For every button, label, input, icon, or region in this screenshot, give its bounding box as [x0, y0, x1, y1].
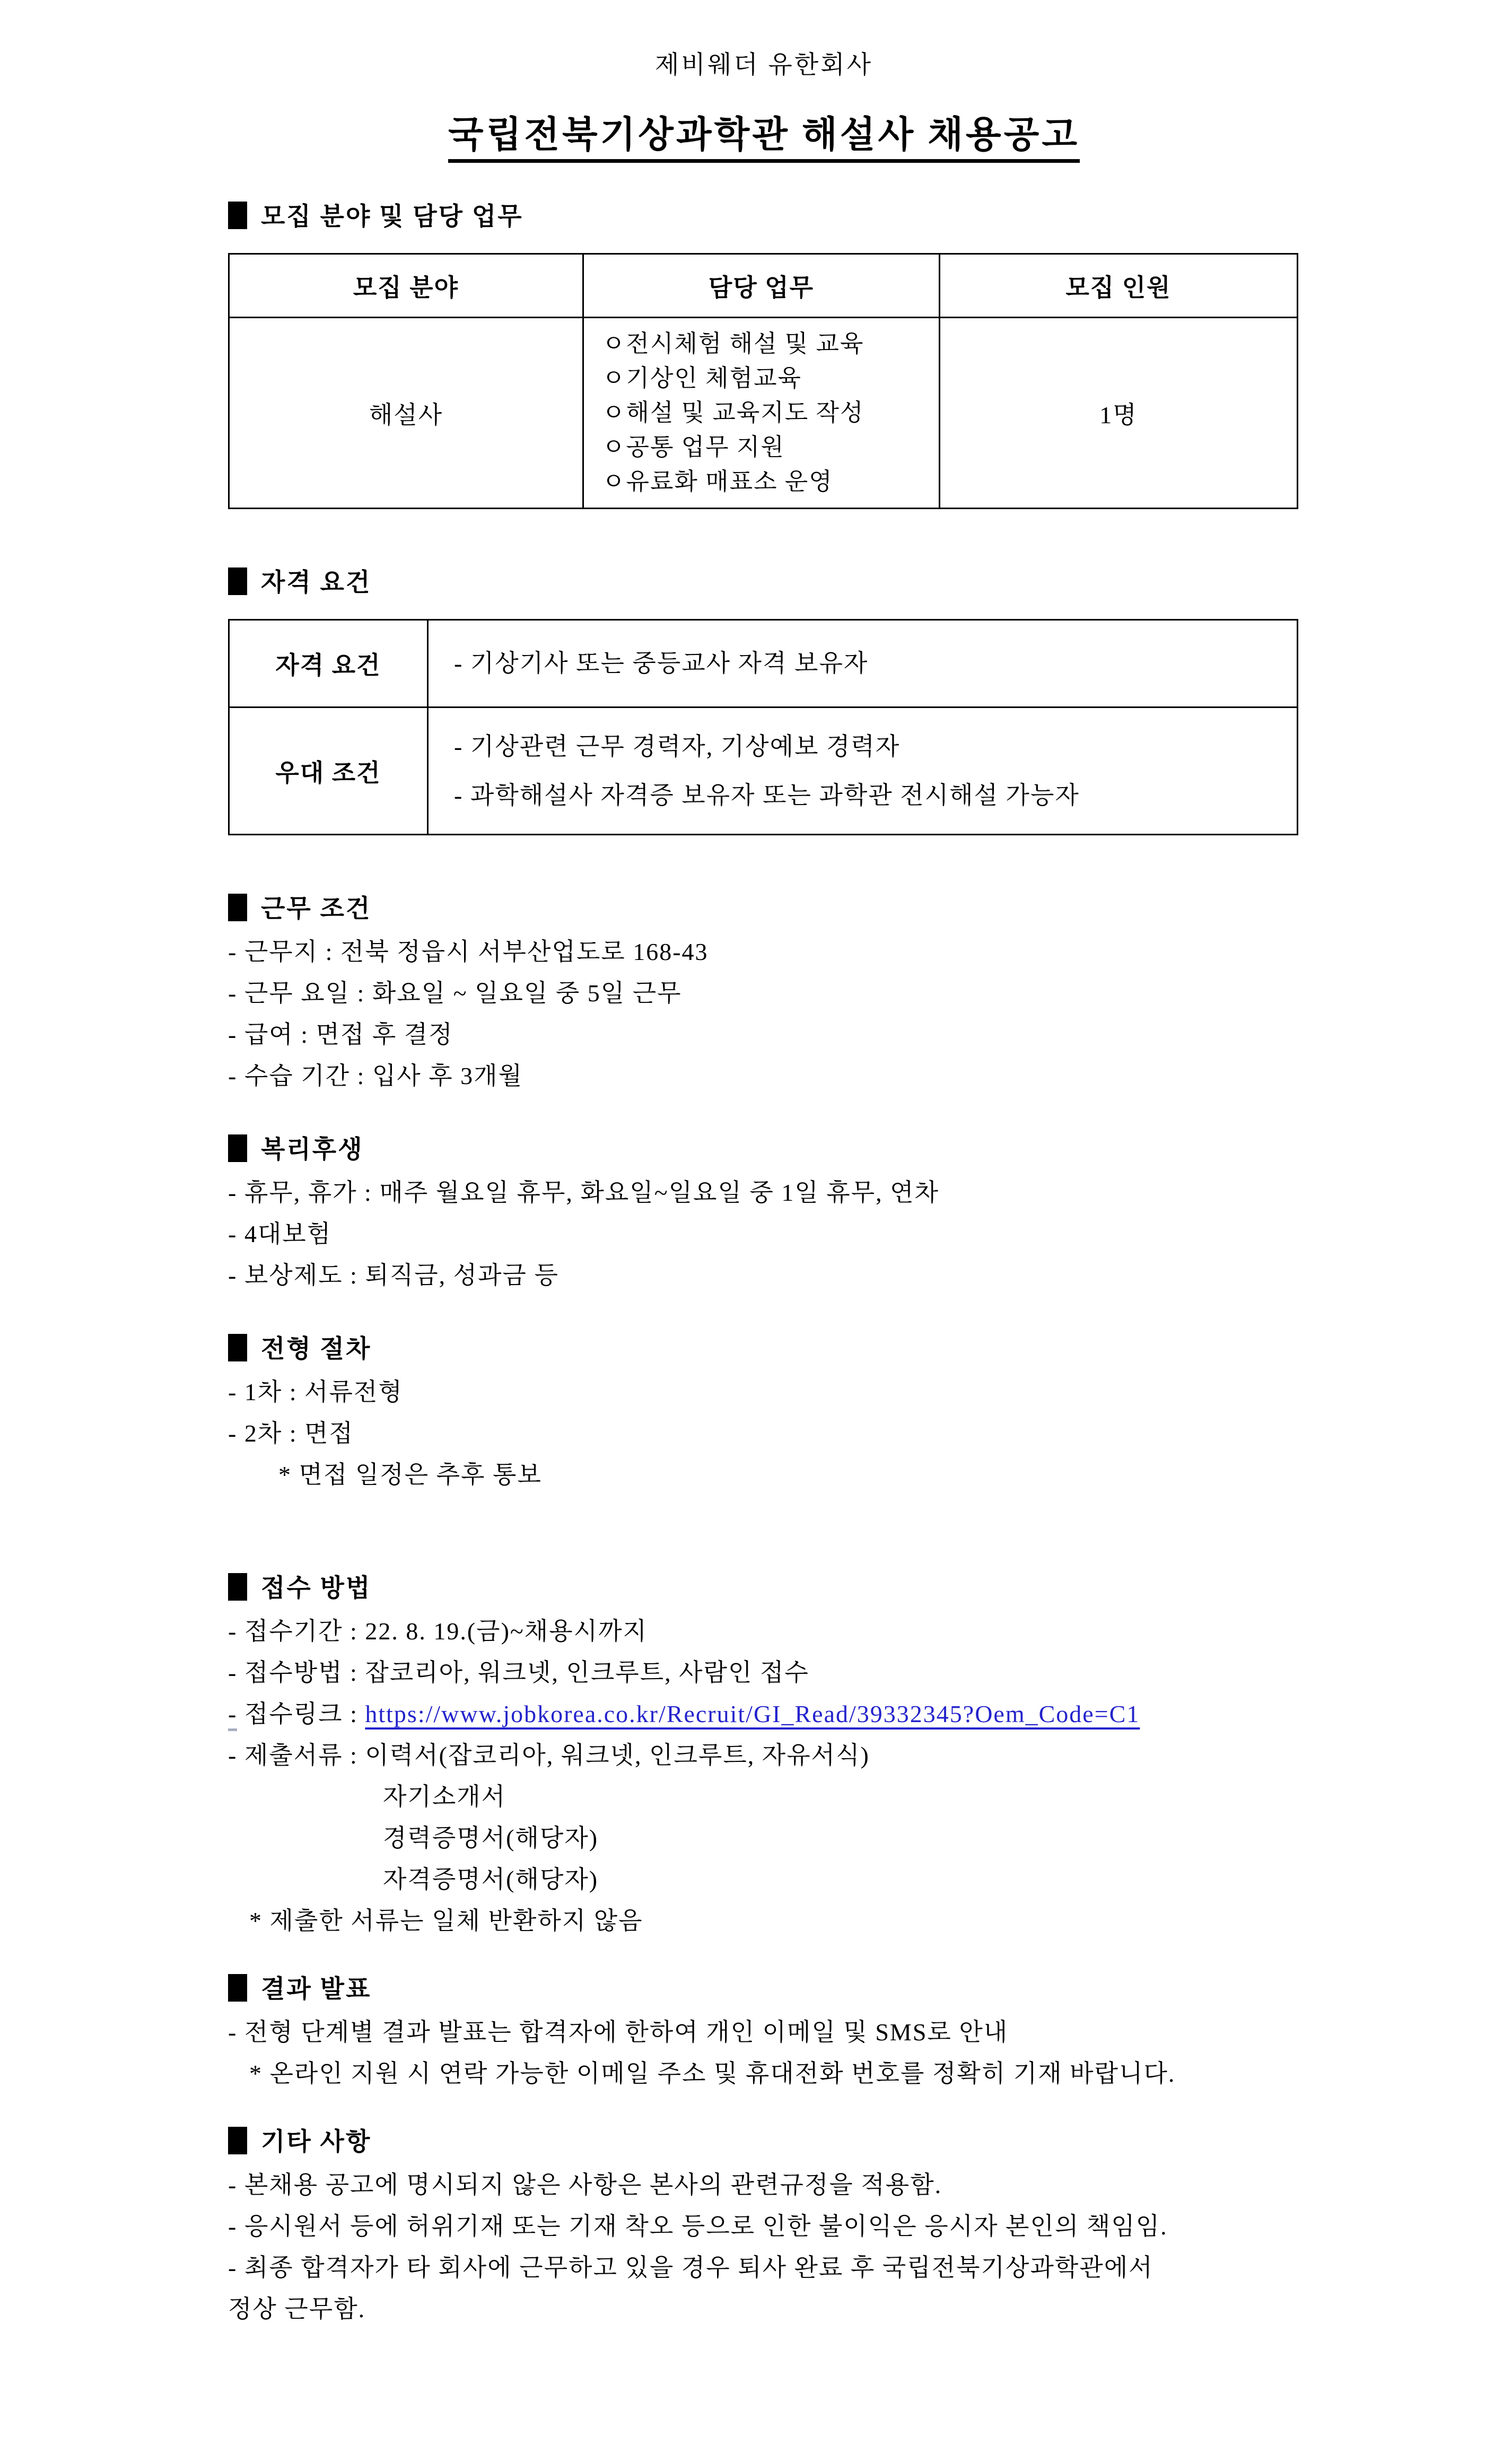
qualification-line: - 기상기사 또는 중등교사 자격 보유자 [454, 650, 869, 677]
etc-item: - 본채용 공고에 명시되지 않은 사항은 본사의 관련규정을 적용함. [228, 2171, 942, 2198]
section-recruit-heading-row [228, 202, 1300, 232]
duty-line: ㅇ유료화 매표소 운영 [602, 468, 833, 495]
apply-docs: - 제출서류 : 이력서(잡코리아, 워크넷, 인크루트, 자유서식) [228, 1742, 870, 1769]
apply-note: * 제출한 서류는 일체 반환하지 않음 [249, 1907, 643, 1934]
qualification-table [228, 619, 1298, 835]
apply-link-row [228, 1701, 1300, 1727]
recruit-col-count-header: 모집 인원 [940, 254, 1298, 318]
black-square-bullet-icon [228, 202, 247, 229]
section-process-heading-row [228, 1334, 1300, 1364]
duty-line: ㅇ전시체험 해설 및 교육 [602, 330, 864, 357]
qualification-label-cell: 자격 요건 [229, 620, 428, 708]
recruit-col-field-header: 모집 분야 [229, 254, 583, 318]
section-etc-heading-row [228, 2127, 1300, 2157]
black-square-bullet-icon [228, 1134, 247, 1162]
recruit-table-header-row [229, 254, 1298, 318]
work-item: - 수습 기간 : 입사 후 3개월 [228, 1062, 523, 1089]
process-note: * 면접 일정은 추후 통보 [278, 1461, 542, 1488]
work-item: - 급여 : 면접 후 결정 [228, 1021, 453, 1048]
section-heading-work: 근무 조건 [261, 895, 372, 923]
section-heading-welfare: 복리후생 [261, 1136, 364, 1164]
document-title-row [228, 109, 1300, 164]
recruit-count-cell: 1명 [940, 318, 1298, 509]
black-square-bullet-icon [228, 2127, 247, 2154]
page-title: 국립전북기상과학관 해설사 채용공고 [448, 115, 1080, 163]
preference-label-cell: 우대 조건 [229, 708, 428, 835]
section-heading-etc: 기타 사항 [261, 2128, 372, 2156]
section-qualification-heading-row [228, 567, 1300, 598]
preference-line: - 과학해설사 자격증 보유자 또는 과학관 전시해설 가능자 [454, 781, 1080, 809]
black-square-bullet-icon [228, 567, 247, 595]
process-item: - 1차 : 서류전형 [228, 1378, 403, 1405]
work-item: - 근무 요일 : 화요일 ~ 일요일 중 5일 근무 [228, 980, 682, 1007]
black-square-bullet-icon [228, 1334, 247, 1361]
recruit-duties-cell [583, 318, 940, 509]
duty-line: ㅇ해설 및 교육지도 작성 [602, 399, 864, 426]
result-item: - 전형 단계별 결과 발표는 합격자에 한하여 개인 이메일 및 SMS로 안내 [228, 2019, 1009, 2046]
section-apply-heading-row [228, 1573, 1300, 1603]
apply-doc-extra: 경력증명서(해당자) [383, 1824, 599, 1852]
apply-url-link[interactable]: https://www.jobkorea.co.kr/Recruit/GI_Read/39332345?Oem_Code=C1 [365, 1700, 1140, 1727]
apply-period: - 접수기간 : 22. 8. 19.(금)~채용시까지 [228, 1618, 648, 1645]
etc-item: - 응시원서 등에 허위기재 또는 기재 착오 등으로 인한 불이익은 응시자 본인의 책임임. [228, 2213, 1168, 2240]
duty-line: ㅇ기상인 체험교육 [602, 365, 802, 391]
result-note: * 온라인 지원 시 연락 가능한 이메일 주소 및 휴대전화 번호를 정확히 기재 바랍니다. [249, 2060, 1176, 2087]
etc-item-wrap: 정상 근무함. [228, 2295, 366, 2322]
welfare-item: - 보상제도 : 퇴직금, 성과금 등 [228, 1262, 559, 1289]
recruit-col-duty-header: 담당 업무 [583, 254, 940, 318]
section-welfare-heading-row [228, 1134, 1300, 1165]
section-work-heading-row [228, 894, 1300, 924]
section-heading-qualification: 자격 요건 [261, 569, 372, 597]
section-heading-recruit: 모집 분야 및 담당 업무 [261, 203, 523, 231]
duty-line: ㅇ공통 업무 지원 [602, 434, 785, 460]
qualification-row [229, 620, 1298, 708]
link-dash: - [228, 1700, 237, 1731]
section-result-heading-row [228, 1974, 1300, 2004]
preference-row [229, 708, 1298, 835]
preference-line: - 기상관련 근무 경력자, 기상예보 경력자 [454, 732, 901, 760]
apply-doc-extra: 자격증명서(해당자) [383, 1866, 599, 1893]
etc-item: - 최종 합격자가 타 회사에 근무하고 있을 경우 퇴사 완료 후 국립전북기상과학관에서 [228, 2254, 1153, 2281]
process-item: - 2차 : 면접 [228, 1420, 354, 1447]
link-label: 접수링크 : [237, 1700, 365, 1727]
welfare-item: - 4대보험 [228, 1220, 332, 1247]
recruit-table-row [229, 318, 1298, 509]
section-heading-apply: 접수 방법 [261, 1575, 372, 1602]
section-heading-process: 전형 절차 [261, 1335, 372, 1363]
preference-content-cell [428, 708, 1298, 835]
recruit-table [228, 253, 1298, 509]
recruit-field-cell: 해설사 [229, 318, 583, 509]
black-square-bullet-icon [228, 894, 247, 921]
apply-method: - 접수방법 : 잡코리아, 워크넷, 인크루트, 사람인 접수 [228, 1659, 809, 1686]
black-square-bullet-icon [228, 1573, 247, 1601]
welfare-item: - 휴무, 휴가 : 매주 월요일 휴무, 화요일~일요일 중 1일 휴무, 연차 [228, 1179, 940, 1206]
work-item: - 근무지 : 전북 정읍시 서부산업도로 168-43 [228, 938, 709, 965]
company-name: 제비웨더 유한회사 [655, 51, 873, 79]
black-square-bullet-icon [228, 1974, 247, 2002]
apply-doc-extra: 자기소개서 [383, 1783, 506, 1810]
section-heading-result: 결과 발표 [261, 1976, 372, 2003]
qualification-content-cell [428, 620, 1298, 708]
